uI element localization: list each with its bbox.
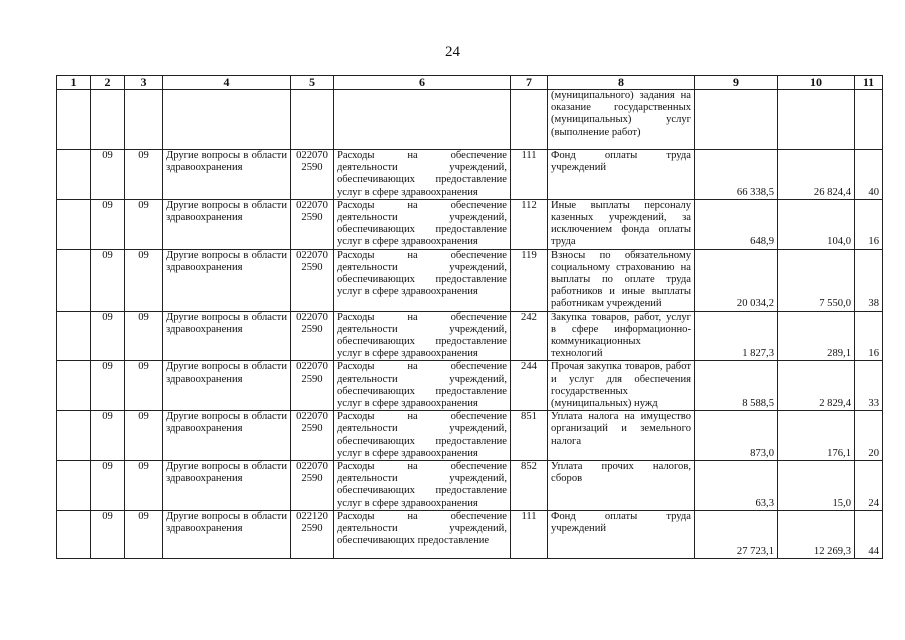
section-cell: 09: [91, 311, 125, 361]
column-header: 6: [334, 76, 511, 90]
amount-cell: 873,0: [695, 411, 778, 461]
executed-cell: 104,0: [778, 199, 855, 249]
table-row: [57, 461, 883, 511]
column-header: 9: [695, 76, 778, 90]
subsection-cell: 09: [125, 249, 163, 311]
expense-code-cell: 852: [511, 461, 548, 511]
percent-cell: 40: [855, 150, 883, 200]
expense-code-cell: 242: [511, 311, 548, 361]
column-header: 10: [778, 76, 855, 90]
target-article-cell: 022070 2590: [291, 361, 334, 411]
expense-type-cell: Фонд оплаты труда учреждений: [548, 150, 695, 200]
section-cell: 09: [91, 510, 125, 558]
column-header: 4: [163, 76, 291, 90]
target-article-cell: 022070 2590: [291, 461, 334, 511]
table-cell: [778, 90, 855, 150]
expense-code-cell: 244: [511, 361, 548, 411]
expense-code-cell: 851: [511, 411, 548, 461]
percent-cell: 44: [855, 510, 883, 558]
table-cell: [57, 510, 91, 558]
target-article-name-cell: Расходы на обеспечение деятельности учреждений, обеспечивающих предоставление: [334, 510, 511, 558]
expense-code-cell: 111: [511, 150, 548, 200]
target-article-name-cell: Расходы на обеспечение деятельности учреждений, обеспечивающих предоставление услуг в сфере здравоохранения: [334, 461, 511, 511]
table-cell: [91, 90, 125, 150]
target-article-cell: 022070 2590: [291, 150, 334, 200]
subsection-cell: 09: [125, 150, 163, 200]
section-cell: 09: [91, 249, 125, 311]
table-row: [57, 510, 883, 558]
percent-cell: 24: [855, 461, 883, 511]
expense-type-cell: Иные выплаты персоналу казенных учреждений, за исключением фонда оплаты труда: [548, 199, 695, 249]
amount-cell: 20 034,2: [695, 249, 778, 311]
subsection-name-cell: Другие вопросы в области здравоохранения: [163, 199, 291, 249]
column-header: 3: [125, 76, 163, 90]
table-cell: [57, 199, 91, 249]
section-cell: 09: [91, 411, 125, 461]
percent-cell: 38: [855, 249, 883, 311]
table-cell: [57, 361, 91, 411]
target-article-cell: 022070 2590: [291, 199, 334, 249]
expense-code-cell: 112: [511, 199, 548, 249]
executed-cell: 7 550,0: [778, 249, 855, 311]
table-row: [57, 249, 883, 311]
percent-cell: 16: [855, 311, 883, 361]
table-cell: [57, 411, 91, 461]
table-row: [57, 199, 883, 249]
executed-cell: 26 824,4: [778, 150, 855, 200]
table-cell: [57, 311, 91, 361]
percent-cell: 20: [855, 411, 883, 461]
header-row: [57, 76, 883, 90]
column-header: 7: [511, 76, 548, 90]
table-cell: [125, 90, 163, 150]
expense-type-cell: Закупка товаров, работ, услуг в сфере информационно-коммуникационных технологий: [548, 311, 695, 361]
subsection-name-cell: Другие вопросы в области здравоохранения: [163, 510, 291, 558]
subsection-cell: 09: [125, 461, 163, 511]
target-article-cell: 022070 2590: [291, 249, 334, 311]
table-row: [57, 361, 883, 411]
expense-code-cell: 111: [511, 510, 548, 558]
executed-cell: 2 829,4: [778, 361, 855, 411]
expense-type-cell: Фонд оплаты труда учреждений: [548, 510, 695, 558]
amount-cell: 648,9: [695, 199, 778, 249]
section-cell: 09: [91, 361, 125, 411]
section-cell: 09: [91, 461, 125, 511]
percent-cell: 33: [855, 361, 883, 411]
subsection-name-cell: Другие вопросы в области здравоохранения: [163, 150, 291, 200]
table-cell: [57, 90, 91, 150]
amount-cell: 27 723,1: [695, 510, 778, 558]
subsection-cell: 09: [125, 510, 163, 558]
percent-cell: 16: [855, 199, 883, 249]
table-cell: [291, 90, 334, 150]
subsection-name-cell: Другие вопросы в области здравоохранения: [163, 411, 291, 461]
table-cell: [511, 90, 548, 150]
expense-type-cell: Уплата прочих налогов, сборов: [548, 461, 695, 511]
expense-type-cell: Взносы по обязательному социальному страхованию на выплаты по оплате труда работников и иные выплаты работникам учреждений: [548, 249, 695, 311]
page-number: 24: [445, 44, 460, 60]
executed-cell: 289,1: [778, 311, 855, 361]
table-cell: [334, 90, 511, 150]
subsection-cell: 09: [125, 411, 163, 461]
amount-cell: 63,3: [695, 461, 778, 511]
subsection-cell: 09: [125, 361, 163, 411]
target-article-name-cell: Расходы на обеспечение деятельности учреждений, обеспечивающих предоставление услуг в сфере здравоохранения: [334, 361, 511, 411]
expense-type-cell: Прочая закупка товаров, работ и услуг для обеспечения государственных (муниципальных) нужд: [548, 361, 695, 411]
subsection-name-cell: Другие вопросы в области здравоохранения: [163, 311, 291, 361]
target-article-cell: 022070 2590: [291, 311, 334, 361]
table-cell: [57, 249, 91, 311]
executed-cell: 12 269,3: [778, 510, 855, 558]
table-cell: [163, 90, 291, 150]
amount-cell: 1 827,3: [695, 311, 778, 361]
subsection-name-cell: Другие вопросы в области здравоохранения: [163, 461, 291, 511]
table-cell: [57, 461, 91, 511]
amount-cell: 8 588,5: [695, 361, 778, 411]
executed-cell: 176,1: [778, 411, 855, 461]
expense-type-cell: Уплата налога на имущество организаций и земельного налога: [548, 411, 695, 461]
target-article-name-cell: Расходы на обеспечение деятельности учреждений, обеспечивающих предоставление услуг в сфере здравоохранения: [334, 150, 511, 200]
expense-type-cell: (муниципального) задания на оказание государственных (муниципальных) услуг (выполнение работ): [548, 90, 695, 150]
continuation-row: [57, 90, 883, 150]
table-cell: [695, 90, 778, 150]
subsection-cell: 09: [125, 199, 163, 249]
column-header: 5: [291, 76, 334, 90]
subsection-name-cell: Другие вопросы в области здравоохранения: [163, 249, 291, 311]
target-article-name-cell: Расходы на обеспечение деятельности учреждений, обеспечивающих предоставление услуг в сфере здравоохранения: [334, 311, 511, 361]
target-article-name-cell: Расходы на обеспечение деятельности учреждений, обеспечивающих предоставление услуг в сфере здравоохранения: [334, 199, 511, 249]
table-row: [57, 150, 883, 200]
executed-cell: 15,0: [778, 461, 855, 511]
target-article-name-cell: Расходы на обеспечение деятельности учреждений, обеспечивающих предоставление услуг в сфере здравоохранения: [334, 249, 511, 311]
expense-code-cell: 119: [511, 249, 548, 311]
budget-table: [56, 75, 883, 559]
section-cell: 09: [91, 199, 125, 249]
amount-cell: 66 338,5: [695, 150, 778, 200]
target-article-cell: 022120 2590: [291, 510, 334, 558]
subsection-cell: 09: [125, 311, 163, 361]
section-cell: 09: [91, 150, 125, 200]
column-header: 2: [91, 76, 125, 90]
target-article-name-cell: Расходы на обеспечение деятельности учреждений, обеспечивающих предоставление услуг в сфере здравоохранения: [334, 411, 511, 461]
column-header: 8: [548, 76, 695, 90]
column-header: 1: [57, 76, 91, 90]
table-row: [57, 411, 883, 461]
subsection-name-cell: Другие вопросы в области здравоохранения: [163, 361, 291, 411]
table-cell: [855, 90, 883, 150]
table-cell: [57, 150, 91, 200]
target-article-cell: 022070 2590: [291, 411, 334, 461]
table-row: [57, 311, 883, 361]
column-header: 11: [855, 76, 883, 90]
